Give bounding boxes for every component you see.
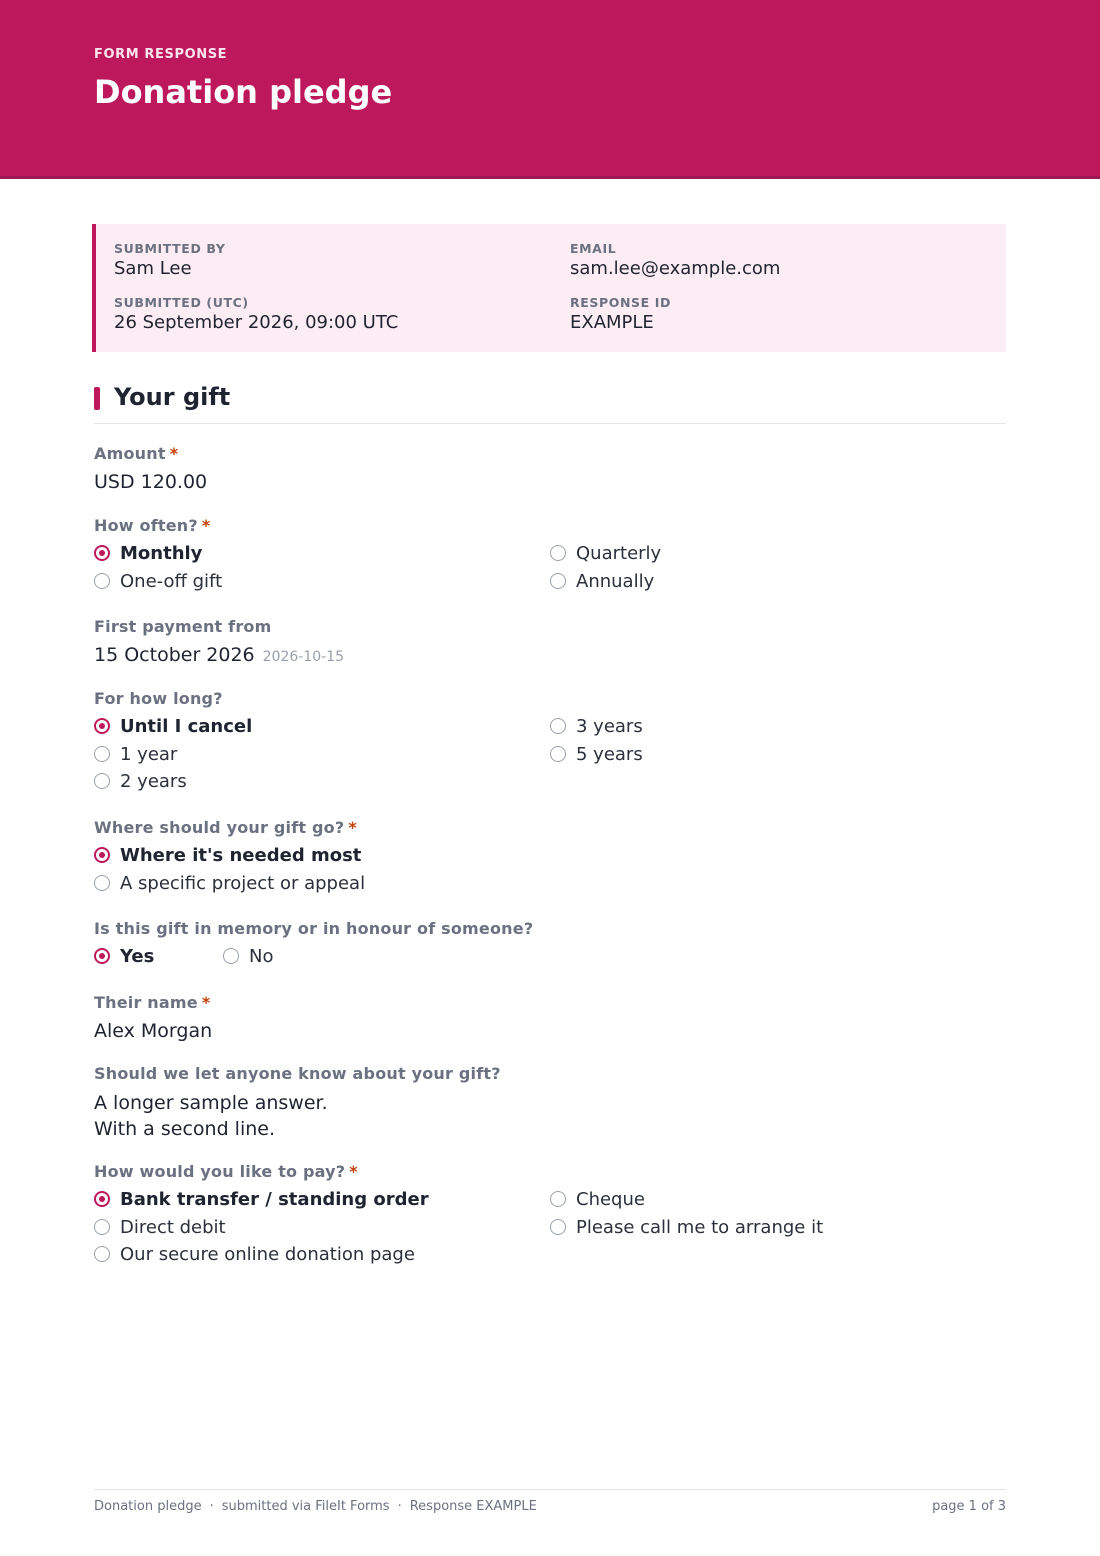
destination-label: Where should your gift go? * bbox=[94, 818, 357, 837]
submitted-utc-label: SUBMITTED (UTC) bbox=[114, 295, 249, 310]
required-marker: * bbox=[201, 993, 211, 1012]
radio-empty-icon bbox=[94, 875, 110, 891]
page-number: page 1 of 3 bbox=[932, 1499, 1006, 1514]
radio-selected-icon bbox=[94, 847, 110, 863]
radio-empty-icon bbox=[94, 573, 110, 589]
let-know-answer bbox=[94, 1090, 328, 1142]
response-id-label: RESPONSE ID bbox=[570, 295, 671, 310]
radio-empty-icon bbox=[550, 545, 566, 561]
footer-response: Response EXAMPLE bbox=[409, 1499, 537, 1514]
let-know-label: Should we let anyone know about your gift? bbox=[94, 1064, 501, 1083]
their-name-label: Their name * bbox=[94, 993, 211, 1012]
radio-selected-icon bbox=[94, 718, 110, 734]
memory-label: Is this gift in memory or in honour of someone? bbox=[94, 919, 534, 938]
payment-option-call-me[interactable]: Please call me to arrange it bbox=[550, 1215, 823, 1239]
footer-form-name: Donation pledge bbox=[94, 1499, 202, 1514]
required-marker: * bbox=[349, 1162, 358, 1181]
section-title: Your gift bbox=[114, 383, 231, 411]
payment-option-cheque[interactable]: Cheque bbox=[550, 1187, 645, 1211]
let-know-answer-line-1: A longer sample answer. bbox=[94, 1092, 328, 1114]
first-payment-iso-date: 2026-10-15 bbox=[262, 649, 345, 665]
destination-option-specific-project[interactable]: A specific project or appeal bbox=[94, 871, 365, 895]
submission-meta-box bbox=[92, 224, 1006, 352]
radio-selected-icon bbox=[94, 545, 110, 561]
let-know-answer-line-2: With a second line. bbox=[94, 1118, 275, 1140]
page-footer bbox=[94, 1489, 1006, 1514]
submitted-utc-cell bbox=[114, 295, 398, 333]
payment-label: How would you like to pay? * bbox=[94, 1162, 358, 1181]
footer-separator: · bbox=[397, 1499, 402, 1514]
footer-separator: · bbox=[209, 1499, 214, 1514]
payment-option-bank-transfer[interactable]: Bank transfer / standing order bbox=[94, 1187, 429, 1211]
memory-option-no[interactable]: No bbox=[223, 944, 273, 968]
response-id-value: EXAMPLE bbox=[570, 312, 654, 333]
duration-label: For how long? bbox=[94, 689, 223, 708]
frequency-option-monthly[interactable]: Monthly bbox=[94, 541, 202, 565]
amount-label: Amount * bbox=[94, 444, 179, 463]
submitted-utc-value: 26 September 2026, 09:00 UTC bbox=[114, 312, 399, 333]
radio-empty-icon bbox=[550, 746, 566, 762]
radio-empty-icon bbox=[550, 718, 566, 734]
duration-option-3-years[interactable]: 3 years bbox=[550, 714, 643, 738]
payment-option-direct-debit[interactable]: Direct debit bbox=[94, 1215, 226, 1239]
destination-option-needed-most[interactable]: Where it's needed most bbox=[94, 843, 361, 867]
section-accent-bar bbox=[94, 387, 100, 410]
duration-option-5-years[interactable]: 5 years bbox=[550, 742, 643, 766]
amount-answer: USD 120.00 bbox=[94, 471, 208, 493]
first-payment-answer: 15 October 2026 2026-10-15 bbox=[94, 644, 345, 666]
required-marker: * bbox=[169, 444, 179, 463]
email-label: EMAIL bbox=[570, 241, 617, 256]
radio-empty-icon bbox=[94, 773, 110, 789]
payment-option-online-page[interactable]: Our secure online donation page bbox=[94, 1242, 415, 1266]
footer-via: submitted via FileIt Forms bbox=[221, 1499, 390, 1514]
memory-option-yes[interactable]: Yes bbox=[94, 944, 154, 968]
frequency-option-annually[interactable]: Annually bbox=[550, 569, 654, 593]
radio-empty-icon bbox=[94, 1246, 110, 1262]
frequency-label: How often? * bbox=[94, 516, 211, 535]
duration-option-1-year[interactable]: 1 year bbox=[94, 742, 177, 766]
form-kicker: FORM RESPONSE bbox=[94, 47, 228, 62]
their-name-answer: Alex Morgan bbox=[94, 1020, 213, 1042]
radio-empty-icon bbox=[550, 573, 566, 589]
email-value: sam.lee@example.com bbox=[570, 258, 781, 279]
section-header bbox=[94, 382, 1006, 424]
radio-empty-icon bbox=[550, 1191, 566, 1207]
frequency-option-quarterly[interactable]: Quarterly bbox=[550, 541, 661, 565]
radio-empty-icon bbox=[94, 1219, 110, 1235]
submitted-by-cell bbox=[114, 241, 225, 279]
radio-empty-icon bbox=[550, 1219, 566, 1235]
header-banner bbox=[0, 0, 1100, 179]
radio-empty-icon bbox=[223, 948, 239, 964]
duration-option-2-years[interactable]: 2 years bbox=[94, 769, 187, 793]
form-title: Donation pledge bbox=[94, 73, 393, 111]
duration-option-until-cancel[interactable]: Until I cancel bbox=[94, 714, 252, 738]
first-payment-label: First payment from bbox=[94, 617, 272, 636]
required-marker: * bbox=[348, 818, 357, 837]
radio-empty-icon bbox=[94, 746, 110, 762]
radio-selected-icon bbox=[94, 1191, 110, 1207]
email-cell bbox=[570, 241, 780, 279]
submitted-by-label: SUBMITTED BY bbox=[114, 241, 226, 256]
submitted-by-value: Sam Lee bbox=[114, 258, 192, 279]
radio-selected-icon bbox=[94, 948, 110, 964]
frequency-option-one-off[interactable]: One-off gift bbox=[94, 569, 222, 593]
required-marker: * bbox=[201, 516, 211, 535]
response-id-cell bbox=[570, 295, 671, 333]
